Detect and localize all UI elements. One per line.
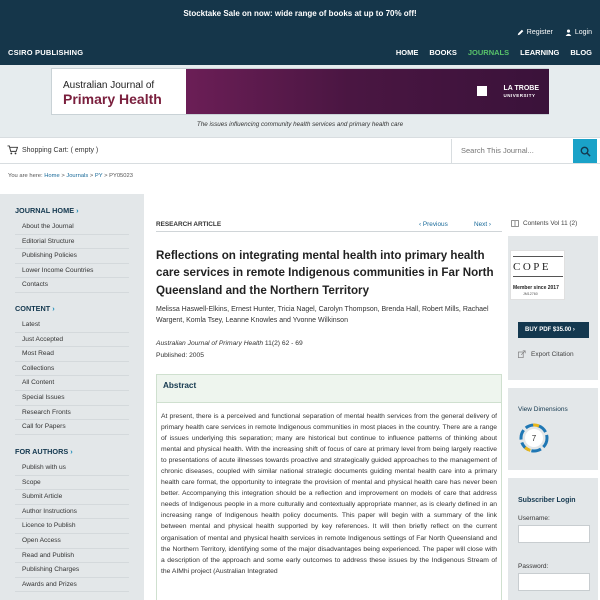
breadcrumb-prefix: You are here:	[8, 173, 43, 179]
nav-journals[interactable]: JOURNALS	[467, 48, 510, 57]
username-field[interactable]	[518, 525, 590, 543]
cart-label: Shopping Cart: ( empty )	[22, 146, 99, 154]
breadcrumb-current: PY05023	[109, 173, 133, 179]
partner-name: LA TROBE	[503, 85, 539, 92]
sidebar-item-call-for-papers[interactable]: Call for Papers	[15, 420, 129, 435]
subscriber-login-heading: Subscriber Login	[518, 497, 576, 504]
breadcrumb-py[interactable]: PY	[94, 173, 103, 179]
cart-search-bar	[0, 137, 600, 164]
sidebar-item-open-access[interactable]: Open Access	[15, 534, 129, 549]
previous-article-link[interactable]	[419, 221, 448, 228]
login-label: Login	[574, 29, 592, 36]
journal-banner[interactable]	[51, 68, 549, 115]
cart-icon	[7, 145, 18, 155]
buy-pdf-label: BUY PDF $35.00	[525, 327, 572, 333]
sidebar-journal-home	[15, 206, 129, 293]
breadcrumb-home[interactable]: Home	[44, 173, 60, 179]
sidebar-item-special-issues[interactable]: Special Issues	[15, 391, 129, 406]
altmetric-score: 7	[531, 434, 537, 443]
sidebar-item-collections[interactable]: Collections	[15, 362, 129, 377]
sidebar-heading-for-authors[interactable]	[15, 447, 129, 461]
article-type-label: RESEARCH ARTICLE	[156, 221, 222, 228]
previous-label: Previous	[422, 221, 448, 228]
username-label: Username:	[518, 515, 550, 522]
journal-title-line2: Primary Health	[63, 91, 162, 107]
password-label: Password:	[518, 563, 549, 570]
journal-search-input[interactable]	[451, 139, 575, 163]
chevron-left-icon: ‹	[419, 221, 423, 228]
user-icon	[565, 29, 572, 36]
sidebar-item-author-instructions[interactable]: Author Instructions	[15, 505, 129, 520]
register-link[interactable]	[517, 29, 553, 36]
sidebar-item-most-read[interactable]: Most Read	[15, 347, 129, 362]
brand-logo[interactable]: CSIRO PUBLISHING	[8, 48, 84, 57]
buy-pdf-button[interactable]	[518, 322, 589, 338]
cope-divider	[513, 256, 563, 257]
export-icon	[518, 350, 526, 358]
sidebar-item-publish-with-us[interactable]: Publish with us	[15, 461, 129, 476]
la-trobe-crest-icon	[477, 86, 487, 96]
partner-logo	[503, 85, 539, 99]
article-citation	[156, 340, 303, 347]
chevron-right-icon: ›	[76, 206, 79, 215]
sidebar-heading-label: FOR AUTHORS	[15, 447, 69, 456]
main-nav	[396, 48, 592, 57]
nav-books[interactable]: BOOKS	[429, 48, 457, 57]
sidebar-item-all-content[interactable]: All Content	[15, 376, 129, 391]
sidebar-item-policies[interactable]: Publishing Policies	[15, 249, 129, 264]
sidebar	[0, 194, 144, 600]
search-icon	[580, 146, 591, 157]
nav-learning[interactable]: LEARNING	[520, 48, 560, 57]
cope-divider	[513, 276, 563, 277]
sidebar-item-lower-income[interactable]: Lower Income Countries	[15, 264, 129, 279]
cope-badge[interactable]	[510, 250, 565, 300]
next-label: Next	[474, 221, 488, 228]
sidebar-for-authors	[15, 447, 129, 592]
cope-member-since: Member since 2017	[513, 285, 559, 291]
abstract-panel	[156, 374, 502, 600]
article-title: Reflections on integrating mental health into primary health care services in remote Indigenous communities in Far North Queensland and the Northern Territory	[156, 249, 494, 297]
breadcrumb-journals[interactable]: Journals	[66, 173, 89, 179]
promo-banner[interactable]: Stocktake Sale on now: wide range of books at up to 70% off!	[0, 0, 600, 27]
journal-tagline: The issues influencing community health services and primary health care	[196, 121, 404, 128]
journal-name: Australian Journal of Primary Health	[156, 340, 264, 347]
journal-hero	[0, 65, 600, 137]
chevron-right-icon: ›	[487, 221, 492, 228]
search-button[interactable]	[573, 139, 597, 163]
chevron-right-icon: ›	[70, 447, 73, 456]
breadcrumb: You are here: Home > Journals > PY > PY05023	[8, 173, 133, 179]
password-field[interactable]	[518, 573, 590, 591]
export-citation-label: Export Citation	[531, 350, 574, 358]
nav-home[interactable]: HOME	[395, 48, 419, 57]
view-dimensions-link[interactable]: View Dimensions	[518, 406, 568, 413]
partner-subname: UNIVERSITY	[503, 93, 536, 98]
next-article-link[interactable]	[474, 221, 491, 228]
sidebar-item-licence[interactable]: Licence to Publish	[15, 519, 129, 534]
journal-title-line1: Australian Journal of	[63, 80, 155, 91]
book-icon	[511, 220, 519, 227]
sidebar-item-read-and-publish[interactable]: Read and Publish	[15, 549, 129, 564]
sidebar-content	[15, 304, 129, 435]
sidebar-item-scope[interactable]: Scope	[15, 476, 129, 491]
utility-links	[517, 29, 592, 36]
nav-blog[interactable]: BLOG	[570, 48, 592, 57]
top-navbar	[0, 27, 600, 65]
banner-image	[186, 69, 549, 114]
sidebar-heading-content[interactable]	[15, 304, 129, 318]
pencil-icon	[517, 29, 524, 36]
volume-pages: 11(2) 62 - 69	[264, 340, 303, 347]
sidebar-heading-label: CONTENT	[15, 304, 51, 313]
sidebar-item-submit-article[interactable]: Submit Article	[15, 490, 129, 505]
sidebar-heading-journal-home[interactable]	[15, 206, 129, 220]
sidebar-item-awards[interactable]: Awards and Prizes	[15, 578, 129, 593]
chevron-right-icon: ›	[571, 327, 575, 333]
abstract-heading: Abstract	[163, 381, 197, 390]
cope-member-id: JM12760	[523, 292, 538, 296]
sidebar-item-latest[interactable]: Latest	[15, 318, 129, 333]
altmetric-badge[interactable]	[519, 423, 549, 453]
cope-logo-text: COPE	[513, 261, 552, 273]
sidebar-item-contacts[interactable]: Contacts	[15, 278, 129, 293]
chevron-right-icon: ›	[52, 304, 55, 313]
shopping-cart-link[interactable]	[7, 145, 98, 155]
sidebar-item-just-accepted[interactable]: Just Accepted	[15, 333, 129, 348]
contents-label: Contents Vol 11 (2)	[523, 220, 578, 227]
sidebar-item-research-fronts[interactable]: Research Fronts	[15, 406, 129, 421]
abstract-body: At present, there is a perceived and functional separation of mental health services from the general delivery of primary health care services in remote Indigenous communities in most places in the country. There are a range of issues underlying this separation; many are historical but continue to influence patterns of thinking about mental and physical health. With the increasing shift of focus of care at primary level from being largely reactive to presentations of acute illnesses towards proactive and strategically guided approaches to the management of chronic diseases, coupled with similar national strategic documents guiding mental health care into a primary health care format, the opportunity to integrate the provision of mental and physical health care has never been better. Accompanying this integration should be a reflection and improvement on models of care that address needs of Indigenous people in a more culturally and contextually appropriate manner, as is clearly defined in an increasing range of Indigenous health policy documents. This paper will begin with a summary of the link between mental and physical health supported by key references. It will then briefly reflect on the current organisation of mental and physical health services in remote Indigenous settings of Far North Queensland and the Northern Territory, identifying some of the major disadvantages being experienced. The paper will close with a description of the approach and some early outcomes to address these issues by the Indigenous Stream of the AIMhi project (Australian Integrated	[157, 402, 501, 600]
published-date: Published: 2005	[156, 352, 204, 359]
article-authors[interactable]: Melissa Haswell-Elkins, Ernest Hunter, Tricia Nagel, Carolyn Thompson, Brenda Hall, Robert Mills, Rachael Wargent, Komla Tsey, Leanne Knowles and Yvonne Wilkinson	[156, 306, 489, 324]
sidebar-heading-label: JOURNAL HOME	[15, 206, 75, 215]
sidebar-item-about[interactable]: About the Journal	[15, 220, 129, 235]
article-toolbar	[156, 216, 502, 232]
login-link[interactable]	[565, 29, 592, 36]
export-citation-link[interactable]	[518, 350, 574, 358]
sidebar-item-editorial[interactable]: Editorial Structure	[15, 235, 129, 250]
issue-contents-link[interactable]	[511, 220, 577, 227]
sidebar-item-publishing-charges[interactable]: Publishing Charges	[15, 563, 129, 578]
register-label: Register	[526, 29, 553, 36]
